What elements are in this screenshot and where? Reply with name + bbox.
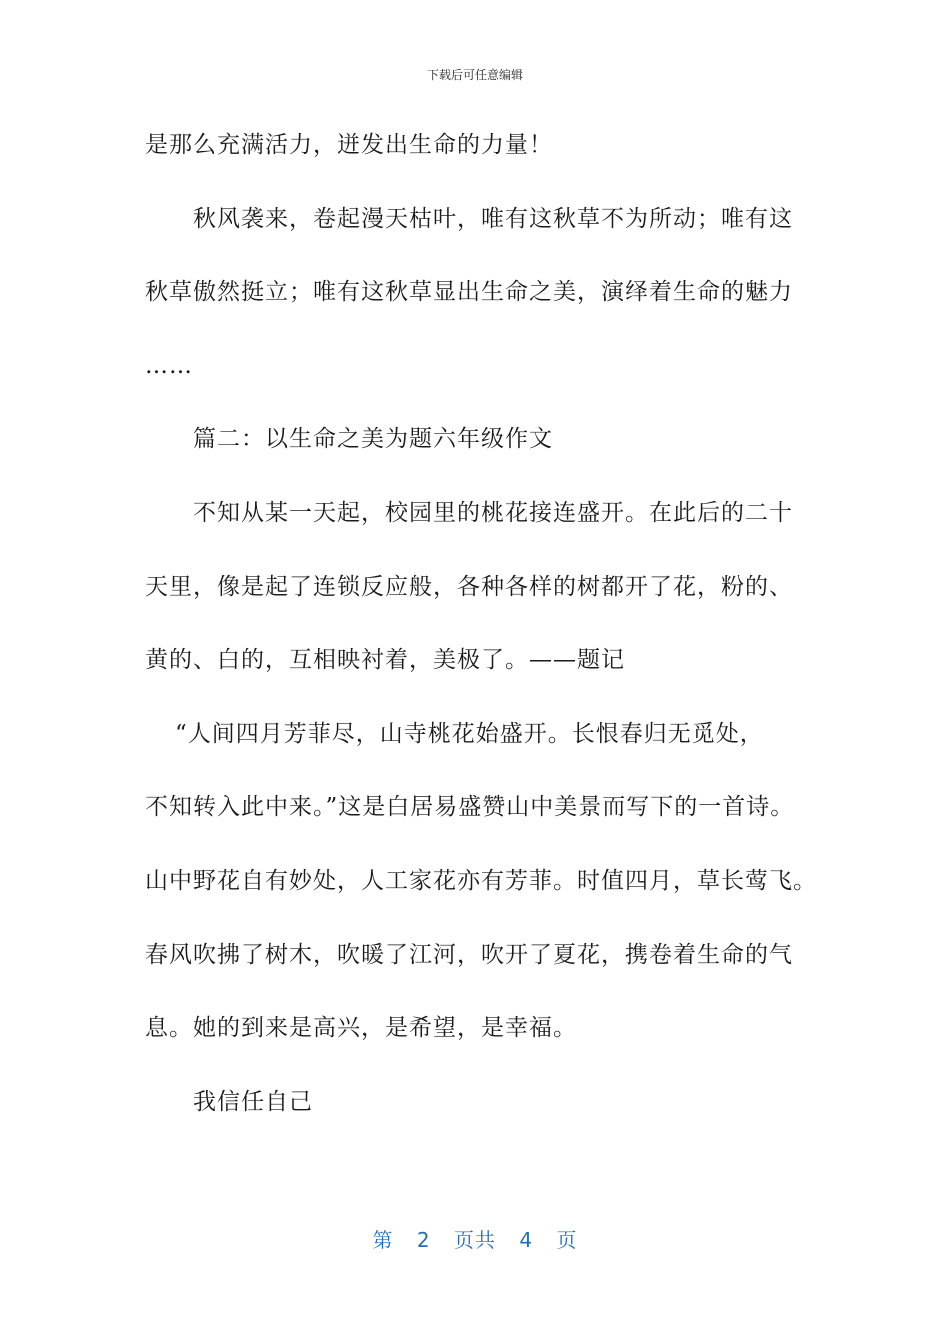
footer-prefix: 第 (372, 1228, 394, 1252)
body-line-14: 我信任自己 (193, 1088, 313, 1115)
body-line-8: 黄的、白的，互相映衬着，美极了。——题记 (145, 647, 625, 674)
body-line-7: 天里，像是起了连锁反应般，各种各样的树都开了花，粉的、 (145, 573, 793, 600)
section-heading: 篇二：以生命之美为题六年级作文 (193, 426, 553, 453)
body-line-13: 息。她的到来是高兴，是希望，是幸福。 (145, 1015, 577, 1042)
body-line-4: …… (145, 352, 193, 379)
body-line-10: 不知转入此中来。”这是白居易盛赞山中美景而写下的一首诗。 (145, 794, 795, 821)
footer-total-pages: 4 (519, 1228, 534, 1252)
body-line-12: 春风吹拂了树木，吹暖了江河，吹开了夏花，携卷着生命的气 (145, 941, 793, 968)
body-line-6: 不知从某一天起，校园里的桃花接连盛开。在此后的二十 (193, 499, 793, 526)
body-line-9: “人间四月芳菲尽，山寺桃花始盛开。长恨春归无觅处， (175, 720, 764, 747)
footer-current-page: 2 (416, 1228, 431, 1252)
body-line-1: 是那么充满活力，迸发出生命的力量！ (145, 132, 553, 158)
body-line-2: 秋风袭来，卷起漫天枯叶，唯有这秋草不为所动；唯有这 (193, 205, 793, 232)
body-line-11: 山中野花自有妙处，人工家花亦有芳菲。时值四月，草长莺飞。 (145, 867, 817, 894)
footer-middle: 页共 (454, 1228, 496, 1252)
page-footer (0, 1224, 950, 1253)
footer-suffix: 页 (556, 1228, 578, 1252)
document-body (145, 118, 815, 1148)
page-header-note: 下载后可任意编辑 (426, 68, 523, 82)
body-line-3: 秋草傲然挺立；唯有这秋草显出生命之美，演绎着生命的魅力 (145, 279, 793, 306)
